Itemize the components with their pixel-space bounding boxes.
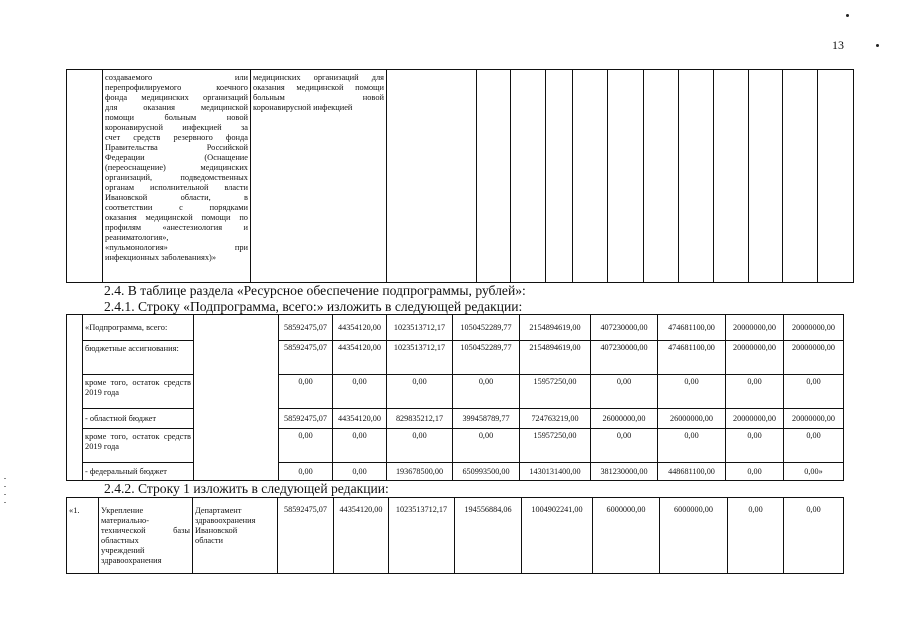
measure-name-cell <box>99 498 193 574</box>
value-cell: 0,00 <box>333 463 387 481</box>
value-cell: 0,00 <box>453 429 520 463</box>
value-cell: 6000000,00 <box>660 498 728 574</box>
value-cell: 2154894619,00 <box>520 315 591 341</box>
value-cell: 381230000,00 <box>591 463 658 481</box>
row-label: - федеральный бюджет <box>83 463 194 481</box>
value-cell: 0,00 <box>279 375 333 409</box>
table-cell <box>818 70 854 283</box>
row-1-table <box>66 497 844 574</box>
value-cell: 399458789,77 <box>453 409 520 429</box>
scan-edge-mark <box>4 502 6 503</box>
subprogram-total-table <box>66 314 844 481</box>
text-line: здравоохранения <box>195 516 256 525</box>
value-cell: 474681100,00 <box>658 315 726 341</box>
text-line: здравоохранения <box>101 556 162 565</box>
table-cell <box>679 70 714 283</box>
text-line: Ивановской области, в <box>105 193 248 202</box>
value-cell: 1050452289,77 <box>453 315 520 341</box>
page-number: 13 <box>832 38 844 52</box>
value-cell: 0,00 <box>387 375 453 409</box>
value-cell: 0,00 <box>658 429 726 463</box>
value-cell: 44354120,00 <box>334 498 389 574</box>
subsection-heading: 2.4.2. Строку 1 изложить в следующей редакции: <box>104 481 389 496</box>
table-row <box>67 498 844 574</box>
table-row <box>67 341 844 375</box>
value-cell: 26000000,00 <box>591 409 658 429</box>
text-line: коронавирусной инфекцией <box>253 103 353 112</box>
value-cell: 0,00 <box>333 375 387 409</box>
text-line: профилям «анестезиология и <box>105 223 248 232</box>
table-cell <box>749 70 783 283</box>
text-line: для оказания медицинской <box>105 103 248 112</box>
text-line: счет средств резервного фонда <box>105 133 248 142</box>
value-cell: 0,00 <box>279 429 333 463</box>
subsection-heading: 2.4.1. Строку «Подпрограмма, всего:» изложить в следующей редакции: <box>104 299 523 314</box>
value-cell: 0,00 <box>658 375 726 409</box>
value-cell: 407230000,00 <box>591 341 658 375</box>
row-label: бюджетные ассигнования: <box>83 341 194 375</box>
text-line: учреждений <box>101 546 145 555</box>
table-cell <box>546 70 573 283</box>
value-cell: 0,00 <box>591 375 658 409</box>
value-cell: 0,00 <box>726 463 784 481</box>
text-line: материально- <box>101 516 150 525</box>
value-cell: 0,00 <box>333 429 387 463</box>
value-cell: 1050452289,77 <box>453 341 520 375</box>
text-line: помощи больным новой <box>105 113 248 122</box>
value-cell: 0,00 <box>591 429 658 463</box>
value-cell: 20000000,00 <box>784 409 844 429</box>
text-line: оказания медицинской помощи по <box>105 213 248 222</box>
table-cell <box>714 70 749 283</box>
value-cell: 1430131400,00 <box>520 463 591 481</box>
text-line: Федерации (Оснащение <box>105 153 248 162</box>
measure-executor-cell <box>251 70 387 283</box>
text-line: фонда медицинских организаций <box>105 93 248 102</box>
table-row <box>67 375 844 409</box>
text-line: областных <box>101 536 139 545</box>
value-cell: 1023513712,17 <box>389 498 455 574</box>
value-cell: 44354120,00 <box>333 409 387 429</box>
value-cell: 407230000,00 <box>591 315 658 341</box>
value-cell: 20000000,00 <box>784 315 844 341</box>
value-cell: 0,00 <box>728 498 784 574</box>
text-line: перепрофилируемого коечного <box>105 83 248 92</box>
text-line: области <box>195 536 223 545</box>
scan-edge-mark <box>4 478 6 479</box>
value-cell: 0,00» <box>784 463 844 481</box>
table-cell <box>67 315 83 481</box>
value-cell: 448681100,00 <box>658 463 726 481</box>
text-line: «пульмонология» при <box>105 243 248 252</box>
continuation-table <box>66 69 854 283</box>
text-line: создаваемого или <box>105 73 248 82</box>
value-cell: 0,00 <box>726 429 784 463</box>
text-line: соответствии с порядками <box>105 203 248 212</box>
value-cell: 0,00 <box>726 375 784 409</box>
value-cell: 20000000,00 <box>726 341 784 375</box>
table-row <box>67 463 844 481</box>
value-cell: 0,00 <box>784 429 844 463</box>
row-label: кроме того, остаток средств 2019 года <box>83 375 194 409</box>
table-row <box>67 315 844 341</box>
scan-edge-mark <box>4 494 6 495</box>
value-cell: 0,00 <box>279 463 333 481</box>
table-row <box>67 429 844 463</box>
value-cell: 474681100,00 <box>658 341 726 375</box>
text-line: организаций, подведомственных <box>105 173 248 182</box>
value-cell: 2154894619,00 <box>520 341 591 375</box>
table-cell <box>573 70 608 283</box>
section-heading: 2.4. В таблице раздела «Ресурсное обеспечение подпрограммы, рублей»: <box>104 283 526 298</box>
scan-edge-mark <box>4 486 6 487</box>
value-cell: 44354120,00 <box>333 341 387 375</box>
text-line: Ивановской <box>195 526 238 535</box>
value-cell: 58592475,07 <box>279 341 333 375</box>
value-cell: 194556884,06 <box>455 498 522 574</box>
table-cell <box>644 70 679 283</box>
value-cell: 44354120,00 <box>333 315 387 341</box>
text-line: Департамент <box>195 506 242 515</box>
value-cell: 1023513712,17 <box>387 341 453 375</box>
value-cell: 20000000,00 <box>784 341 844 375</box>
table-cell <box>477 70 511 283</box>
table-row <box>67 409 844 429</box>
measure-description-cell <box>103 70 251 283</box>
scan-speck <box>876 44 879 47</box>
value-cell: 58592475,07 <box>278 498 334 574</box>
value-cell: 829835212,17 <box>387 409 453 429</box>
value-cell: 58592475,07 <box>279 409 333 429</box>
value-cell: 58592475,07 <box>279 315 333 341</box>
text-line: больным новой <box>253 93 384 102</box>
text-line: коронавирусной инфекцией за <box>105 123 248 132</box>
text-line: (переоснащение) медицинских <box>105 163 248 172</box>
row-label: - областной бюджет <box>83 409 194 429</box>
text-line: реаниматология», <box>105 233 169 242</box>
row-number: «1. <box>67 498 99 574</box>
value-cell: 15957250,00 <box>520 375 591 409</box>
table-cell <box>608 70 644 283</box>
value-cell: 0,00 <box>453 375 520 409</box>
value-cell: 724763219,00 <box>520 409 591 429</box>
table-cell <box>783 70 818 283</box>
value-cell: 26000000,00 <box>658 409 726 429</box>
table-cell <box>194 315 279 481</box>
text-line: оказания медицинской помощи <box>253 83 384 92</box>
value-cell: 650993500,00 <box>453 463 520 481</box>
value-cell: 0,00 <box>784 375 844 409</box>
value-cell: 0,00 <box>784 498 844 574</box>
value-cell: 6000000,00 <box>593 498 660 574</box>
text-line: Правительства Российской <box>105 143 248 152</box>
text-line: инфекционных заболеваниях)» <box>105 253 217 262</box>
text-line: медицинских организаций для <box>253 73 384 82</box>
value-cell: 15957250,00 <box>520 429 591 463</box>
scan-speck <box>846 14 849 17</box>
value-cell: 20000000,00 <box>726 409 784 429</box>
text-line: технической базы <box>101 526 190 535</box>
value-cell: 0,00 <box>387 429 453 463</box>
table-cell <box>511 70 546 283</box>
value-cell: 1023513712,17 <box>387 315 453 341</box>
table-cell <box>387 70 477 283</box>
text-line: Укрепление <box>101 506 144 515</box>
value-cell: 1004902241,00 <box>522 498 593 574</box>
text-line: органам исполнительной власти <box>105 183 248 192</box>
row-label: кроме того, остаток средств 2019 года <box>83 429 194 463</box>
value-cell: 193678500,00 <box>387 463 453 481</box>
row-label: «Подпрограмма, всего: <box>83 315 194 341</box>
value-cell: 20000000,00 <box>726 315 784 341</box>
table-cell <box>67 70 103 283</box>
executor-cell <box>193 498 278 574</box>
